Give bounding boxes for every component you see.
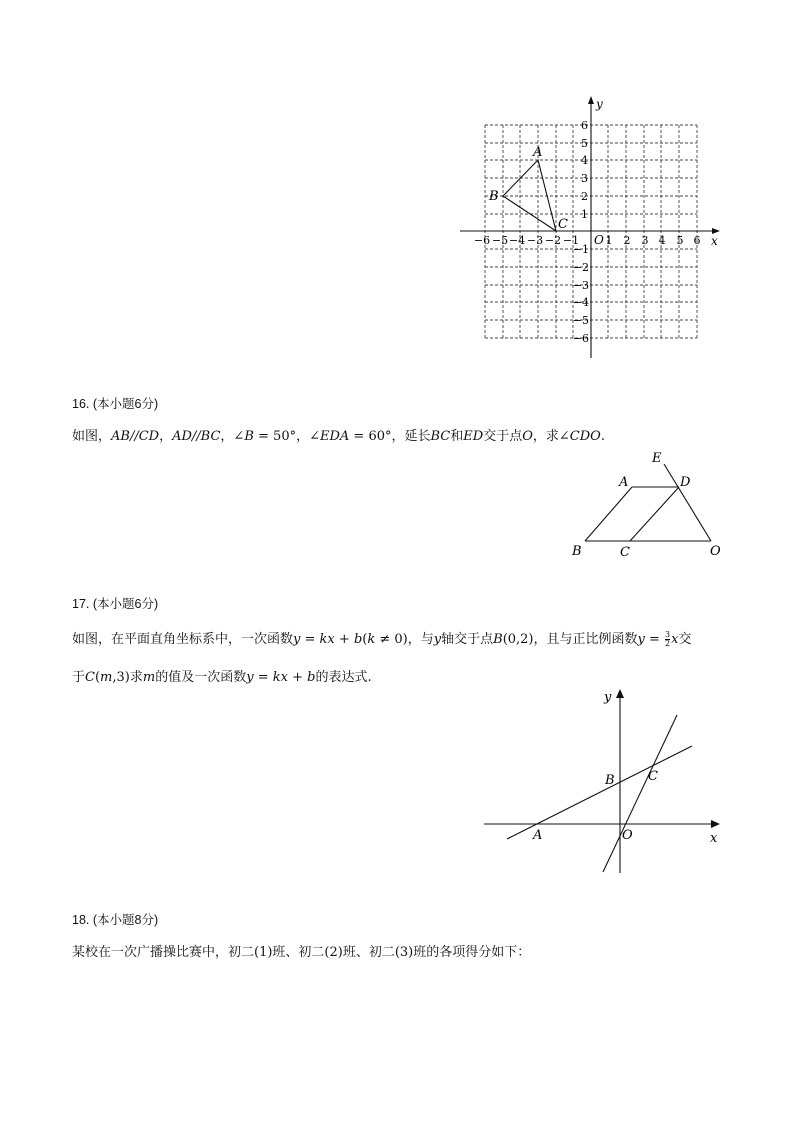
x-tick-label: −6: [473, 234, 491, 247]
x-tick-label: −5: [491, 234, 509, 247]
x-tick-label: −1: [562, 234, 580, 247]
point-o-label: O: [622, 828, 633, 843]
x-axis-label: x: [711, 234, 718, 248]
math-run: k: [367, 632, 376, 647]
point-c-label: C: [620, 545, 630, 560]
math-run: b: [307, 670, 316, 685]
math-run: B: [493, 632, 503, 647]
text-run: = 50°，∠: [253, 429, 320, 444]
math-run: y: [433, 632, 442, 647]
x-axis-label: x: [710, 831, 718, 846]
text-run: ,3)求: [112, 670, 143, 685]
math-run: CDO: [569, 429, 601, 444]
text-run: =: [253, 670, 273, 685]
text-run: .: [600, 429, 605, 444]
point-a-label: A: [533, 828, 543, 843]
math-run: BC: [430, 429, 451, 444]
y-tick-label: −5: [572, 314, 589, 327]
y-arrow-icon: [616, 689, 624, 698]
text-run: +: [334, 632, 354, 647]
x-tick-label: −3: [526, 234, 544, 247]
y-tick-label: 3: [581, 172, 588, 185]
question-18-heading: 18. (本小题8分): [72, 913, 159, 927]
question-16-heading: 16. (本小题6分): [72, 397, 159, 411]
origin-label: O: [594, 233, 604, 247]
point-c-label: C: [558, 217, 568, 232]
point-b-label: B: [489, 189, 499, 204]
x-tick-label: 1: [605, 234, 613, 247]
math-run: y: [637, 632, 645, 647]
math-run: C: [85, 670, 95, 685]
text-run: ≠ 0)，与: [375, 632, 434, 647]
x-tick-label: 2: [623, 234, 631, 247]
text-run: =: [644, 632, 665, 647]
math-run: kx: [319, 632, 335, 647]
point-e-label: E: [652, 451, 662, 466]
x-tick-label: −4: [508, 234, 526, 247]
fraction-denominator: 2: [665, 639, 671, 648]
text-run: 和: [450, 429, 464, 444]
math-run: B: [244, 429, 254, 444]
text-run: +: [287, 670, 308, 685]
x-arrow-icon: [711, 820, 720, 828]
y-tick-label: −1: [572, 243, 589, 256]
point-o-label: O: [710, 544, 721, 559]
y-tick-label: 4: [581, 154, 588, 167]
text-run: (: [362, 632, 368, 647]
text-run: (: [94, 670, 101, 685]
text-run: 如图，在平面直角坐标系中，一次函数: [72, 632, 294, 647]
text-run: 如图，: [72, 429, 112, 444]
y-axis-label: y: [604, 690, 612, 705]
y-tick-label: 1: [581, 208, 588, 221]
text-run: 的表达式.: [315, 670, 372, 685]
text-run: 的值及一次函数: [155, 670, 247, 685]
point-d-label: D: [680, 475, 691, 490]
x-tick-label: 4: [658, 234, 666, 247]
y-axis-label: y: [596, 97, 603, 111]
point-a-label: A: [533, 145, 543, 160]
text-run: 交: [678, 632, 692, 647]
math-run: O: [522, 429, 533, 444]
math-run: y: [246, 670, 254, 685]
text-run: = 60°，延长: [349, 429, 431, 444]
math-run: EDA: [319, 429, 350, 444]
text-run: (0,2)，且与正比例函数: [502, 632, 638, 647]
text-run: 轴交于点: [441, 632, 494, 647]
y-tick-label: 6: [581, 119, 588, 132]
x-tick-label: 3: [641, 234, 649, 247]
fraction-numerator: 3: [665, 630, 671, 639]
text-run: ，∠: [220, 429, 245, 444]
text-run: =: [300, 632, 320, 647]
text-run: 于: [72, 670, 86, 685]
y-tick-label: −3: [572, 279, 589, 292]
text-run: ，: [159, 429, 173, 444]
y-tick-label: 2: [581, 190, 588, 203]
math-run: ED: [463, 429, 484, 444]
math-run: y: [293, 632, 301, 647]
math-run: x: [671, 632, 679, 647]
y-tick-label: −4: [572, 296, 589, 309]
point-b-label: B: [572, 544, 582, 559]
math-run: AD//BC: [172, 429, 221, 444]
y-tick-label: −6: [572, 332, 589, 345]
question-17-heading: 17. (本小题6分): [72, 597, 159, 611]
x-tick-label: 6: [693, 234, 701, 247]
math-run: m: [142, 670, 156, 685]
question-18-text: 某校在一次广播操比赛中，初二(1)班、初二(2)班、初二(3)班的各项得分如下：: [72, 945, 531, 960]
math-run: kx: [272, 670, 288, 685]
x-tick-label: 5: [676, 234, 684, 247]
text-run: ，求∠: [532, 429, 570, 444]
point-b-label: B: [605, 773, 615, 788]
y-tick-label: −2: [572, 261, 589, 274]
math-run: AB//CD: [111, 429, 160, 444]
math-run: m: [100, 670, 113, 685]
point-a-label: A: [619, 475, 629, 490]
x-tick-label: −2: [544, 234, 562, 247]
point-c-label: C: [648, 769, 658, 784]
y-tick-label: 5: [581, 137, 588, 150]
text-run: 交于点: [483, 429, 523, 444]
math-run: b: [353, 632, 363, 647]
